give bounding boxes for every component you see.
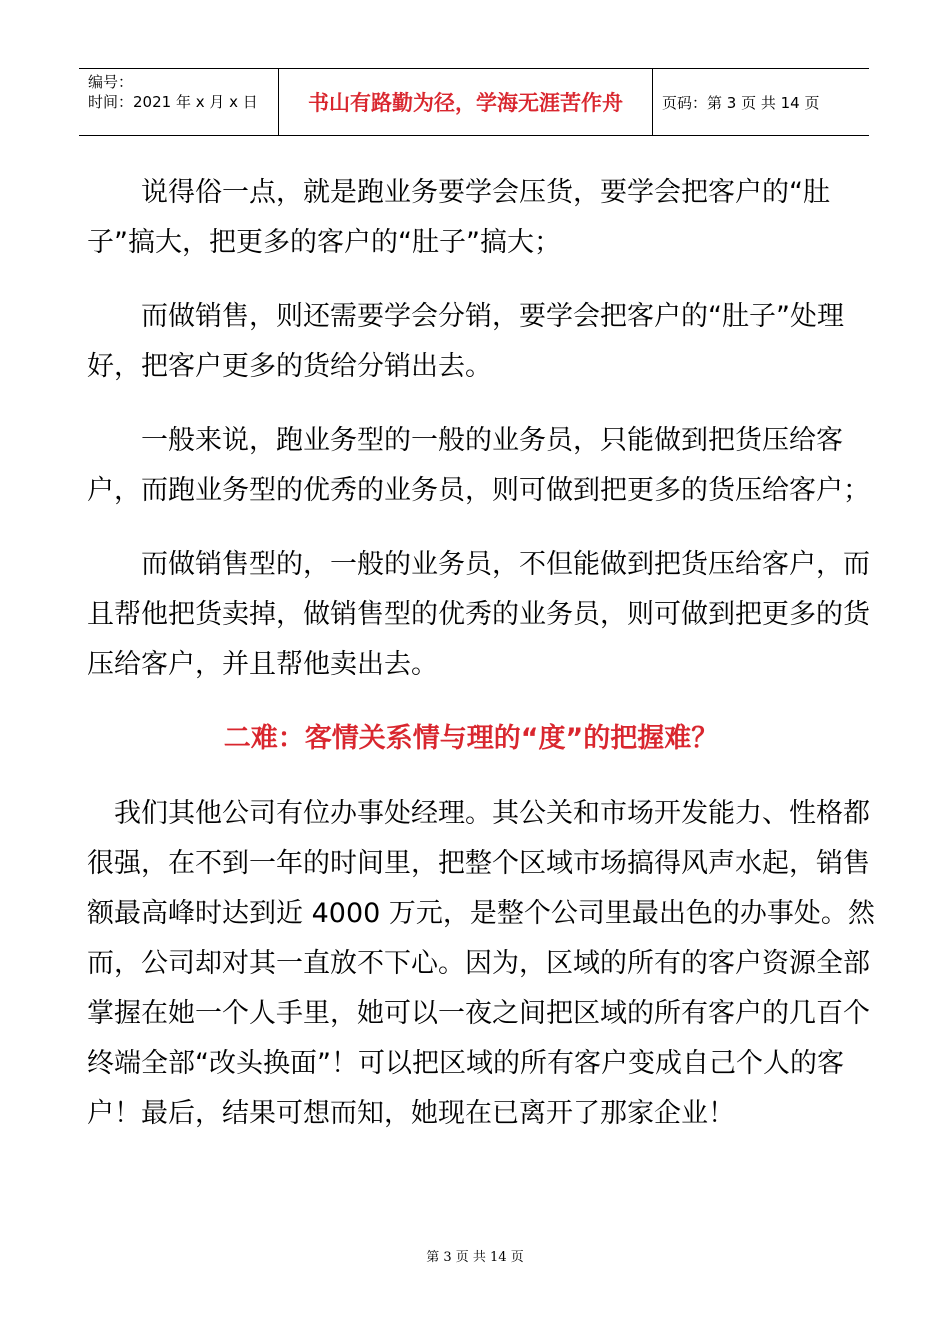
section-heading: 二难：客情关系情与理的“度”的把握难？ (223, 723, 719, 754)
paragraph-1: 说得俗一点，就是跑业务要学会压货，要学会把客户的“肚子”搞大，把更多的客户的“肚子”搞大； (87, 177, 830, 258)
doc-time-label: 时间：2021 年 x 月 x 日 (88, 93, 258, 111)
page-footer (0, 1246, 950, 1265)
header-meta (79, 69, 279, 135)
footer-page-number: 第 3 页 共 14 页 (426, 1250, 524, 1265)
page-header (79, 68, 869, 136)
header-page-info: 页码：第 3 页 共 14 页 (662, 93, 820, 112)
paragraph-2: 而做销售，则还需要学会分销，要学会把客户的“肚子”处理好，把客户更多的货给分销出去。 (87, 301, 844, 382)
document-body (87, 168, 877, 1139)
header-motto: 书山有路勤为径，学海无涯苦作舟 (279, 69, 653, 135)
story-paragraph: 我们其他公司有位办事处经理。其公关和市场开发能力、性格都很强，在不到一年的时间里，把整个区域市场搞得风声水起，销售额最高峰时达到近 4000 万元，是整个公司里最出色的办事处。然而，公司却对其一直放不下心。因为，区域的所有的客户资源全部掌握在她一个人手里，她可以一夜之间把区域的所有客户的几百个终端全部“改头换面”！可以把区域的所有客户变成自己个人的客户！最后，结果可想而知，她现在已离开了那家企业！ (87, 798, 875, 1129)
doc-number-label: 编号： (88, 73, 134, 91)
paragraph-4: 而做销售型的，一般的业务员，不但能做到把货压给客户，而且帮他把货卖掉，做销售型的优秀的业务员，则可做到把更多的货压给客户，并且帮他卖出去。 (87, 549, 870, 680)
paragraph-3: 一般来说，跑业务型的一般的业务员，只能做到把货压给客户，而跑业务型的优秀的业务员，则可做到把更多的货压给客户； (87, 425, 870, 506)
